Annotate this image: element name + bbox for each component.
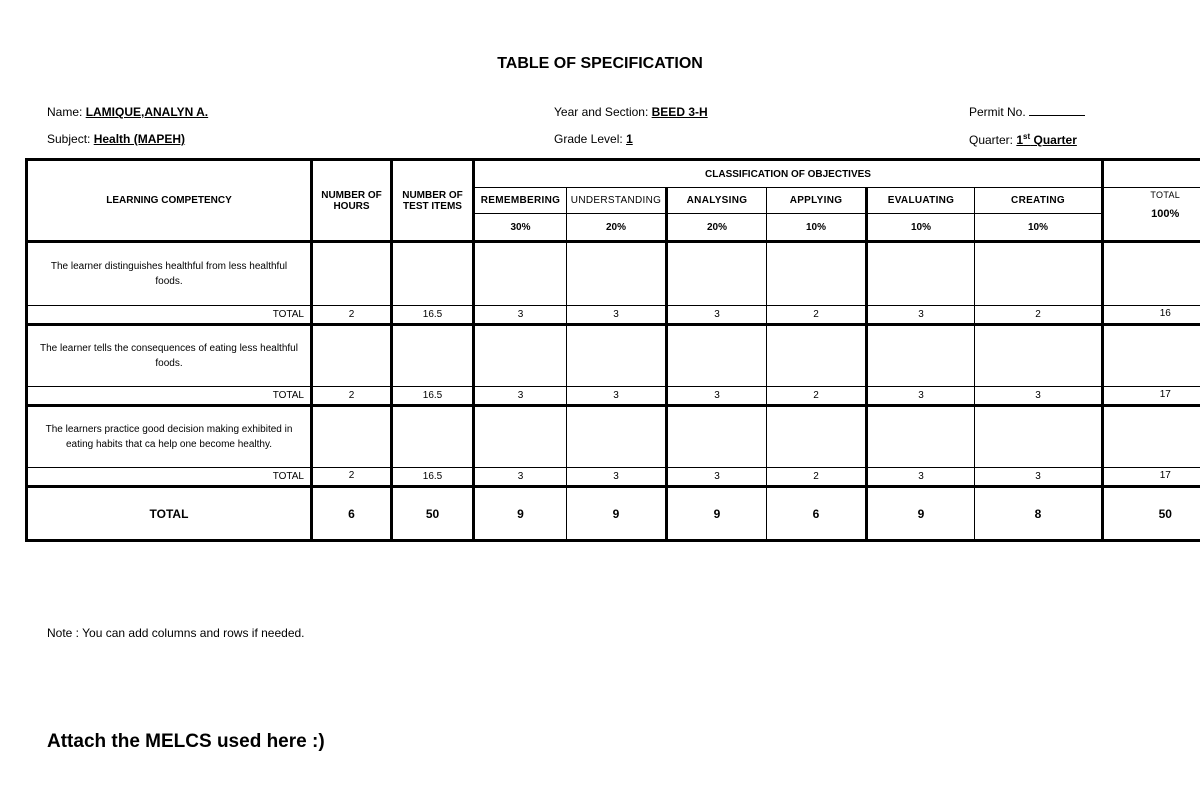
competency-2-applying: 2 xyxy=(767,387,867,406)
competency-2-hours: 2 xyxy=(312,387,392,406)
competency-3-hours-cell xyxy=(312,406,392,468)
percent-creating: 10% xyxy=(975,214,1103,242)
competency-1-creating: 2 xyxy=(975,306,1103,325)
footnote: Note : You can add columns and rows if needed. xyxy=(47,626,305,640)
subject-value: Health (MAPEH) xyxy=(93,132,186,146)
competency-2-items-cell xyxy=(392,325,474,387)
grade-level-value: 1 xyxy=(626,132,633,146)
grand-total-evaluating: 9 xyxy=(867,487,975,541)
competency-2-total-label: TOTAL xyxy=(27,387,312,406)
grand-total-label: TOTAL xyxy=(27,487,312,541)
quarter-number: 1 xyxy=(1016,133,1024,147)
header-understanding: UNDERSTANDING xyxy=(567,188,667,214)
competency-3-remembering-cell xyxy=(474,406,567,468)
competency-3-creating: 3 xyxy=(975,468,1103,487)
competency-1-hours: 2 xyxy=(312,306,392,325)
page-title: TABLE OF SPECIFICATION xyxy=(497,55,703,72)
competency-1-creating-cell xyxy=(975,242,1103,306)
grand-total-test-items: 50 xyxy=(392,487,474,541)
competency-2-total: 17 xyxy=(1103,387,1200,406)
permit-field xyxy=(969,105,1085,119)
competency-2-test-items: 16.5 xyxy=(392,387,474,406)
competency-2-understanding: 3 xyxy=(567,387,667,406)
competency-2-remembering: 3 xyxy=(474,387,567,406)
competency-2-understanding-cell xyxy=(567,325,667,387)
competency-3-applying-cell xyxy=(767,406,867,468)
competency-2-creating: 3 xyxy=(975,387,1103,406)
competency-1-understanding-cell xyxy=(567,242,667,306)
competency-2-hours-cell xyxy=(312,325,392,387)
grand-total-hours: 6 xyxy=(312,487,392,541)
quarter-word: Quarter xyxy=(1033,133,1077,147)
header-number-of-test-items: NUMBER OF TEST ITEMS xyxy=(392,160,474,242)
competency-1-test-items: 16.5 xyxy=(392,306,474,325)
specification-table xyxy=(25,158,1200,542)
quarter-ordinal-suffix: st xyxy=(1023,132,1031,141)
competency-3-understanding: 3 xyxy=(567,468,667,487)
competency-1-total: 16 xyxy=(1103,306,1200,325)
competency-1-total-cell xyxy=(1103,242,1200,306)
competency-3-hours: 2 xyxy=(312,468,392,487)
competency-1-applying-cell xyxy=(767,242,867,306)
competency-3-applying: 2 xyxy=(767,468,867,487)
header-analysing: ANALYSING xyxy=(667,188,767,214)
quarter-value xyxy=(1016,133,1077,147)
competency-3-test-items: 16.5 xyxy=(392,468,474,487)
competency-1-understanding: 3 xyxy=(567,306,667,325)
year-section-field xyxy=(554,105,708,119)
competency-3-total: 17 xyxy=(1103,468,1200,487)
header-evaluating: EVALUATING xyxy=(867,188,975,214)
percent-evaluating: 10% xyxy=(867,214,975,242)
year-section-label: Year and Section: xyxy=(554,105,649,119)
competency-3-remembering: 3 xyxy=(474,468,567,487)
competency-3-analysing-cell xyxy=(667,406,767,468)
quarter-field xyxy=(969,132,1077,147)
quarter-label: Quarter: xyxy=(969,133,1014,147)
competency-3-text: The learners practice good decision making exhibited in eating habits that ca help one become healthy. xyxy=(27,406,312,468)
percent-remembering: 30% xyxy=(474,214,567,242)
competency-1-text: The learner distinguishes healthful from less healthful foods. xyxy=(27,242,312,306)
name-value: LAMIQUE,ANALYN A. xyxy=(85,105,209,119)
grade-level-label: Grade Level: xyxy=(554,132,623,146)
competency-3-total-label: TOTAL xyxy=(27,468,312,487)
competency-2-total-cell xyxy=(1103,325,1200,387)
permit-label: Permit No. xyxy=(969,105,1026,119)
competency-1-applying: 2 xyxy=(767,306,867,325)
competency-1-analysing: 3 xyxy=(667,306,767,325)
grand-total-total: 50 xyxy=(1103,487,1200,541)
permit-blank-line xyxy=(1029,105,1085,116)
header-total-spacer xyxy=(1103,160,1200,188)
competency-1-analysing-cell xyxy=(667,242,767,306)
competency-2-remembering-cell xyxy=(474,325,567,387)
competency-2-analysing-cell xyxy=(667,325,767,387)
percent-analysing: 20% xyxy=(667,214,767,242)
year-section-value: BEED 3-H xyxy=(651,105,708,119)
percent-understanding: 20% xyxy=(567,214,667,242)
header-total-percent: 100% xyxy=(1151,208,1180,220)
subject-label: Subject: xyxy=(47,132,91,146)
header-total-cell xyxy=(1103,188,1200,242)
attach-melcs-instruction: Attach the MELCS used here :) xyxy=(47,731,325,752)
competency-1-evaluating: 3 xyxy=(867,306,975,325)
header-remembering: REMEMBERING xyxy=(474,188,567,214)
grand-total-creating: 8 xyxy=(975,487,1103,541)
competency-2-text: The learner tells the consequences of eating less healthful foods. xyxy=(27,325,312,387)
competency-3-evaluating-cell xyxy=(867,406,975,468)
competency-3-items-cell xyxy=(392,406,474,468)
header-number-of-hours: NUMBER OF HOURS xyxy=(312,160,392,242)
competency-1-items-cell xyxy=(392,242,474,306)
competency-1-hours-cell xyxy=(312,242,392,306)
competency-2-evaluating-cell xyxy=(867,325,975,387)
competency-3-understanding-cell xyxy=(567,406,667,468)
header-applying: APPLYING xyxy=(767,188,867,214)
header-creating: CREATING xyxy=(975,188,1103,214)
subject-field xyxy=(47,132,185,146)
name-field xyxy=(47,105,208,119)
competency-3-total-cell xyxy=(1103,406,1200,468)
grand-total-analysing: 9 xyxy=(667,487,767,541)
competency-3-evaluating: 3 xyxy=(867,468,975,487)
percent-applying: 10% xyxy=(767,214,867,242)
name-label: Name: xyxy=(47,105,83,119)
grand-total-understanding: 9 xyxy=(567,487,667,541)
competency-2-applying-cell xyxy=(767,325,867,387)
competency-1-evaluating-cell xyxy=(867,242,975,306)
competency-2-evaluating: 3 xyxy=(867,387,975,406)
header-total: TOTAL xyxy=(1150,190,1181,200)
competency-1-remembering: 3 xyxy=(474,306,567,325)
competency-3-creating-cell xyxy=(975,406,1103,468)
competency-1-total-label: TOTAL xyxy=(27,306,312,325)
header-classification-of-objectives: CLASSIFICATION OF OBJECTIVES xyxy=(474,160,1103,188)
competency-3-analysing: 3 xyxy=(667,468,767,487)
competency-1-remembering-cell xyxy=(474,242,567,306)
competency-2-creating-cell xyxy=(975,325,1103,387)
grand-total-applying: 6 xyxy=(767,487,867,541)
grade-level-field xyxy=(554,132,633,146)
header-learning-competency: LEARNING COMPETENCY xyxy=(27,160,312,242)
competency-2-analysing: 3 xyxy=(667,387,767,406)
grand-total-remembering: 9 xyxy=(474,487,567,541)
